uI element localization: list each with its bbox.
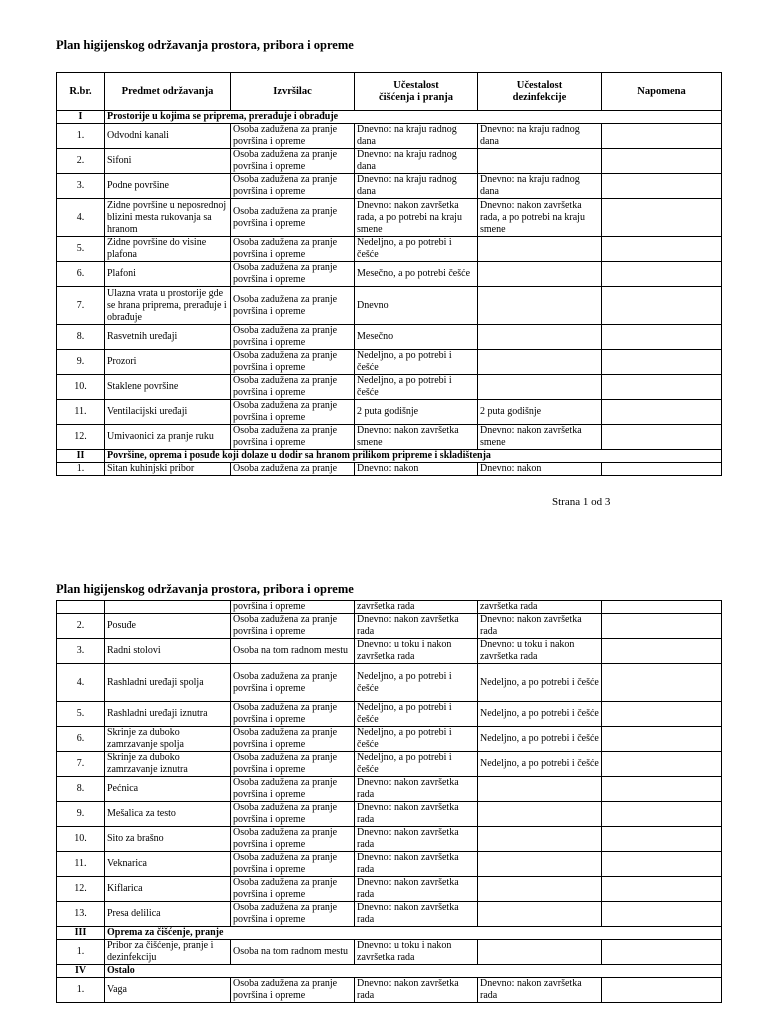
item-cell: Rashladni uređaji spolja [105, 664, 231, 702]
cleaning-frequency-cell: Mesečno, a po potrebi češće [355, 262, 478, 287]
item-cell: Zidne površine u neposrednoj blizini mesta rukovanja sa hranom [105, 199, 231, 237]
hygiene-plan-table [56, 72, 722, 476]
disinfection-frequency-cell: Dnevno: na kraju radnog dana [478, 174, 602, 199]
performer-cell: Osoba zadužena za pranje površina i opreme [231, 199, 355, 237]
section-title: Oprema za čišćenje, pranje [105, 927, 722, 940]
section-number: I [57, 111, 105, 124]
disinfection-frequency-cell: Nedeljno, a po potrebi i češće [478, 664, 602, 702]
section-title: Ostalo [105, 965, 722, 978]
disinfection-frequency-cell [478, 237, 602, 262]
item-cell: Skrinje za duboko zamrzavanje spolja [105, 727, 231, 752]
disinfection-frequency-cell [478, 262, 602, 287]
cleaning-frequency-cell: Nedeljno, a po potrebi i češće [355, 702, 478, 727]
performer-cell: Osoba zadužena za pranje površina i opreme [231, 852, 355, 877]
header-ucestalost-ciscenja [355, 73, 478, 111]
item-cell: Odvodni kanali [105, 124, 231, 149]
table-row [57, 262, 722, 287]
row-number: 8. [57, 777, 105, 802]
header-ciscenje-line1: Učestalost [393, 79, 439, 91]
performer-cell: Osoba na tom radnom mestu [231, 639, 355, 664]
row-number: 9. [57, 350, 105, 375]
row-number: 1. [57, 124, 105, 149]
table-row [57, 664, 722, 702]
disinfection-frequency-cell [478, 287, 602, 325]
note-cell [602, 124, 722, 149]
performer-cell: Osoba zadužena za pranje površina i opreme [231, 877, 355, 902]
header-dezinfekcija-line1: Učestalost [516, 79, 563, 91]
performer-cell: Osoba zadužena za pranje površina i opreme [231, 752, 355, 777]
table-body [57, 601, 722, 1003]
table-row [57, 350, 722, 375]
note-cell [602, 350, 722, 375]
disinfection-frequency-cell [478, 777, 602, 802]
row-number: 10. [57, 375, 105, 400]
note-cell [602, 237, 722, 262]
note-cell [602, 802, 722, 827]
row-number: 3. [57, 174, 105, 199]
performer-cell: Osoba zadužena za pranje površina i opreme [231, 262, 355, 287]
disinfection-frequency-cell: završetka rada [478, 601, 602, 614]
cleaning-frequency-cell: Dnevno: nakon završetka rada [355, 877, 478, 902]
row-number: 9. [57, 802, 105, 827]
row-number: 12. [57, 425, 105, 450]
item-cell: Radni stolovi [105, 639, 231, 664]
disinfection-frequency-cell [478, 852, 602, 877]
performer-cell: Osoba zadužena za pranje površina i opreme [231, 802, 355, 827]
table-row [57, 978, 722, 1003]
disinfection-frequency-cell: Dnevno: na kraju radnog dana [478, 124, 602, 149]
cleaning-frequency-cell: Dnevno: nakon završetka rada [355, 978, 478, 1003]
performer-cell: Osoba zadužena za pranje površina i opreme [231, 124, 355, 149]
table-row [57, 149, 722, 174]
header-ucestalost-dezinfekcije [478, 73, 602, 111]
note-cell [602, 400, 722, 425]
row-number: 2. [57, 149, 105, 174]
disinfection-frequency-cell [478, 877, 602, 902]
document-title: Plan higijenskog održavanja prostora, pribora i opreme [56, 582, 354, 596]
note-cell [602, 174, 722, 199]
item-cell: Ventilacijski uređaji [105, 400, 231, 425]
item-cell: Presa delilica [105, 902, 231, 927]
item-cell: Vaga [105, 978, 231, 1003]
header-izvrsilac: Izvršilac [231, 73, 355, 111]
cleaning-frequency-cell: Dnevno: nakon završetka rada [355, 614, 478, 639]
table-row [57, 425, 722, 450]
row-number: 12. [57, 877, 105, 902]
section-row [57, 450, 722, 463]
table-row [57, 639, 722, 664]
hygiene-plan-table [56, 600, 722, 1003]
note-cell [602, 601, 722, 614]
note-cell [602, 727, 722, 752]
performer-cell: Osoba zadužena za pranje površina i opreme [231, 664, 355, 702]
table-row [57, 877, 722, 902]
row-number: 1. [57, 463, 105, 476]
table-row [57, 463, 722, 476]
section-row [57, 965, 722, 978]
table-row [57, 237, 722, 262]
note-cell [602, 639, 722, 664]
disinfection-frequency-cell [478, 350, 602, 375]
row-number: 3. [57, 639, 105, 664]
row-number: 11. [57, 852, 105, 877]
performer-cell: površina i opreme [231, 601, 355, 614]
row-number: 1. [57, 978, 105, 1003]
header-predmet: Predmet održavanja [105, 73, 231, 111]
note-cell [602, 287, 722, 325]
disinfection-frequency-cell: Nedeljno, a po potrebi i češće [478, 702, 602, 727]
performer-cell: Osoba zadužena za pranje površina i opreme [231, 237, 355, 262]
cleaning-frequency-cell: Nedeljno, a po potrebi i češće [355, 237, 478, 262]
row-number: 1. [57, 940, 105, 965]
row-number: 10. [57, 827, 105, 852]
note-cell [602, 664, 722, 702]
item-cell: Mešalica za testo [105, 802, 231, 827]
note-cell [602, 325, 722, 350]
table-header-row [57, 73, 722, 111]
note-cell [602, 149, 722, 174]
table-row [57, 199, 722, 237]
note-cell [602, 199, 722, 237]
section-title: Prostorije u kojima se priprema, prerađuje i obrađuje [105, 111, 722, 124]
table-row [57, 287, 722, 325]
cleaning-frequency-cell: Dnevno: nakon završetka rada [355, 802, 478, 827]
cleaning-frequency-cell: Nedeljno, a po potrebi i češće [355, 752, 478, 777]
disinfection-frequency-cell: 2 puta godišnje [478, 400, 602, 425]
row-number: 8. [57, 325, 105, 350]
disinfection-frequency-cell [478, 149, 602, 174]
item-cell: Kiflarica [105, 877, 231, 902]
note-cell [602, 752, 722, 777]
cleaning-frequency-cell: Dnevno: na kraju radnog dana [355, 124, 478, 149]
row-number [57, 601, 105, 614]
cleaning-frequency-cell: Dnevno: u toku i nakon završetka rada [355, 940, 478, 965]
table-row [57, 752, 722, 777]
row-number: 4. [57, 199, 105, 237]
item-cell: Ulazna vrata u prostorije gde se hrana priprema, prerađuje i obrađuje [105, 287, 231, 325]
table-body [57, 111, 722, 476]
table-row [57, 727, 722, 752]
table-row [57, 852, 722, 877]
performer-cell: Osoba zadužena za pranje površina i opreme [231, 978, 355, 1003]
performer-cell: Osoba zadužena za pranje površina i opreme [231, 727, 355, 752]
performer-cell: Osoba zadužena za pranje površina i opreme [231, 350, 355, 375]
header-dezinfekcija-line2: dezinfekcije [512, 91, 567, 103]
performer-cell: Osoba zadužena za pranje površina i opreme [231, 614, 355, 639]
note-cell [602, 852, 722, 877]
performer-cell: Osoba zadužena za pranje površina i opreme [231, 400, 355, 425]
performer-cell: Osoba zadužena za pranje površina i opreme [231, 702, 355, 727]
disinfection-frequency-cell: Dnevno: nakon završetka rada [478, 978, 602, 1003]
note-cell [602, 702, 722, 727]
performer-cell: Osoba zadužena za pranje površina i opreme [231, 174, 355, 199]
disinfection-frequency-cell: Dnevno: nakon završetka smene [478, 425, 602, 450]
note-cell [602, 614, 722, 639]
table-row [57, 827, 722, 852]
table-row [57, 601, 722, 614]
disinfection-frequency-cell: Dnevno: nakon završetka rada [478, 614, 602, 639]
table-row [57, 124, 722, 149]
row-number: 11. [57, 400, 105, 425]
disinfection-frequency-cell [478, 375, 602, 400]
performer-cell: Osoba zadužena za pranje površina i opreme [231, 777, 355, 802]
cleaning-frequency-cell: Dnevno: nakon završetka rada [355, 777, 478, 802]
row-number: 5. [57, 702, 105, 727]
section-number: III [57, 927, 105, 940]
row-number: 2. [57, 614, 105, 639]
note-cell [602, 978, 722, 1003]
table-row [57, 777, 722, 802]
performer-cell: Osoba zadužena za pranje površina i opreme [231, 325, 355, 350]
cleaning-frequency-cell: Dnevno: na kraju radnog dana [355, 149, 478, 174]
note-cell [602, 827, 722, 852]
row-number: 13. [57, 902, 105, 927]
row-number: 6. [57, 262, 105, 287]
header-rbr: R.br. [57, 73, 105, 111]
item-cell: Posuđe [105, 614, 231, 639]
cleaning-frequency-cell: Nedeljno, a po potrebi i češće [355, 350, 478, 375]
item-cell: Skrinje za duboko zamrzavanje iznutra [105, 752, 231, 777]
table-row [57, 400, 722, 425]
cleaning-frequency-cell: Dnevno: nakon završetka rada [355, 827, 478, 852]
row-number: 4. [57, 664, 105, 702]
section-row [57, 111, 722, 124]
table-row [57, 802, 722, 827]
cleaning-frequency-cell: 2 puta godišnje [355, 400, 478, 425]
note-cell [602, 262, 722, 287]
cleaning-frequency-cell: Dnevno: u toku i nakon završetka rada [355, 639, 478, 664]
cleaning-frequency-cell: Dnevno: nakon završetka rada [355, 852, 478, 877]
cleaning-frequency-cell: Dnevno: nakon završetka rada [355, 902, 478, 927]
item-cell: Sifoni [105, 149, 231, 174]
row-number: 6. [57, 727, 105, 752]
item-cell: Sito za brašno [105, 827, 231, 852]
performer-cell: Osoba zadužena za pranje površina i opreme [231, 902, 355, 927]
item-cell: Veknarica [105, 852, 231, 877]
disinfection-frequency-cell: Nedeljno, a po potrebi i češće [478, 752, 602, 777]
item-cell [105, 601, 231, 614]
performer-cell: Osoba zadužena za pranje površina i opreme [231, 375, 355, 400]
performer-cell: Osoba zadužena za pranje površina i opreme [231, 149, 355, 174]
disinfection-frequency-cell: Nedeljno, a po potrebi i češće [478, 727, 602, 752]
table-row [57, 702, 722, 727]
section-number: II [57, 450, 105, 463]
cleaning-frequency-cell: završetka rada [355, 601, 478, 614]
section-number: IV [57, 965, 105, 978]
note-cell [602, 902, 722, 927]
table-row [57, 902, 722, 927]
item-cell: Pribor za čišćenje, pranje i dezinfekciju [105, 940, 231, 965]
item-cell: Zidne površine do visine plafona [105, 237, 231, 262]
performer-cell: Osoba zadužena za pranje površina i opreme [231, 425, 355, 450]
cleaning-frequency-cell: Nedeljno, a po potrebi i češće [355, 727, 478, 752]
note-cell [602, 877, 722, 902]
table-row [57, 614, 722, 639]
section-title: Površine, oprema i posuđe koji dolaze u dodir sa hranom prilikom pripreme i skladištenja [105, 450, 722, 463]
disinfection-frequency-cell [478, 902, 602, 927]
note-cell [602, 375, 722, 400]
disinfection-frequency-cell [478, 325, 602, 350]
table-row [57, 325, 722, 350]
performer-cell: Osoba zadužena za pranje površina i opreme [231, 827, 355, 852]
item-cell: Rashladni uređaji iznutra [105, 702, 231, 727]
performer-cell: Osoba na tom radnom mestu [231, 940, 355, 965]
row-number: 5. [57, 237, 105, 262]
disinfection-frequency-cell: Dnevno: nakon [478, 463, 602, 476]
item-cell: Staklene površine [105, 375, 231, 400]
cleaning-frequency-cell: Dnevno: na kraju radnog dana [355, 174, 478, 199]
item-cell: Sitan kuhinjski pribor [105, 463, 231, 476]
item-cell: Pećnica [105, 777, 231, 802]
cleaning-frequency-cell: Dnevno: nakon završetka rada, a po potrebi na kraju smene [355, 199, 478, 237]
header-napomena: Napomena [602, 73, 722, 111]
note-cell [602, 777, 722, 802]
performer-cell: Osoba zadužena za pranje [231, 463, 355, 476]
row-number: 7. [57, 752, 105, 777]
item-cell: Rasvetnih uređaji [105, 325, 231, 350]
disinfection-frequency-cell [478, 802, 602, 827]
item-cell: Prozori [105, 350, 231, 375]
cleaning-frequency-cell: Nedeljno, a po potrebi i češće [355, 664, 478, 702]
item-cell: Umivaonici za pranje ruku [105, 425, 231, 450]
row-number: 7. [57, 287, 105, 325]
item-cell: Plafoni [105, 262, 231, 287]
disinfection-frequency-cell [478, 940, 602, 965]
disinfection-frequency-cell: Dnevno: u toku i nakon završetka rada [478, 639, 602, 664]
cleaning-frequency-cell: Dnevno [355, 287, 478, 325]
section-row [57, 927, 722, 940]
header-ciscenje-line2: čišćenja i pranja [378, 91, 454, 103]
cleaning-frequency-cell: Dnevno: nakon [355, 463, 478, 476]
note-cell [602, 463, 722, 476]
disinfection-frequency-cell [478, 827, 602, 852]
cleaning-frequency-cell: Nedeljno, a po potrebi i češće [355, 375, 478, 400]
table-row [57, 940, 722, 965]
table-row [57, 375, 722, 400]
disinfection-frequency-cell: Dnevno: nakon završetka rada, a po potrebi na kraju smene [478, 199, 602, 237]
performer-cell: Osoba zadužena za pranje površina i opreme [231, 287, 355, 325]
page-number: Strana 1 od 3 [552, 496, 611, 508]
table-row [57, 174, 722, 199]
note-cell [602, 940, 722, 965]
document-title: Plan higijenskog održavanja prostora, pribora i opreme [56, 38, 354, 52]
cleaning-frequency-cell: Mesečno [355, 325, 478, 350]
cleaning-frequency-cell: Dnevno: nakon završetka smene [355, 425, 478, 450]
note-cell [602, 425, 722, 450]
item-cell: Podne površine [105, 174, 231, 199]
